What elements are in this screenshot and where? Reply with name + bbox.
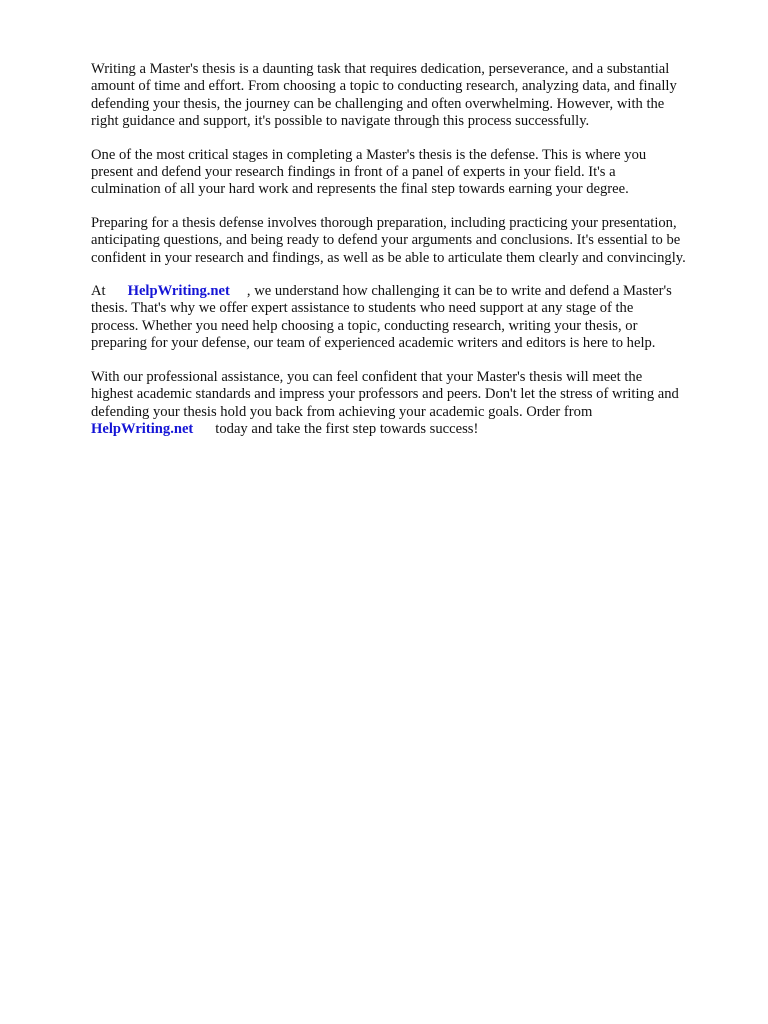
document-body bbox=[91, 61, 731, 454]
paragraph-line bbox=[91, 283, 731, 300]
paragraph-line: thesis. That's why we offer expert assistance to students who need support at any stage of the bbox=[91, 300, 634, 317]
paragraph-line: defending your thesis, the journey can be challenging and often overwhelming. However, with the bbox=[91, 95, 665, 112]
paragraph-line: With our professional assistance, you can feel confident that your Master's thesis will meet the bbox=[91, 368, 643, 385]
line-suffix: , we understand how challenging it can be to write and defend a Master's bbox=[246, 283, 672, 300]
paragraph-defense bbox=[91, 147, 731, 199]
line-prefix: At bbox=[91, 283, 106, 300]
paragraph-line: Writing a Master's thesis is a daunting task that requires dedication, perseverance, and a substantial bbox=[91, 61, 670, 77]
paragraph-line: One of the most critical stages in completing a Master's thesis is the defense. This is where you bbox=[91, 146, 647, 163]
paragraph-line: anticipating questions, and being ready to defend your arguments and conclusions. It's essential to be bbox=[91, 232, 681, 249]
paragraph-service bbox=[91, 283, 731, 353]
paragraph-line: amount of time and effort. From choosing a topic to conducting research, analyzing data, and finally bbox=[91, 78, 677, 95]
paragraph-line: process. Whether you need help choosing a topic, conducting research, writing your thesis, or bbox=[91, 317, 638, 334]
paragraph-line: right guidance and support, it's possible to navigate through this process successfully. bbox=[91, 113, 590, 130]
paragraph-line bbox=[91, 421, 731, 438]
paragraph-line: highest academic standards and impress your professors and peers. Don't let the stress of writing and bbox=[91, 386, 679, 403]
line-suffix: today and take the first step towards success! bbox=[215, 420, 479, 437]
paragraph-line: Preparing for a thesis defense involves thorough preparation, including practicing your presentation, bbox=[91, 214, 677, 231]
helpwriting-link[interactable]: HelpWriting.net bbox=[127, 283, 230, 300]
paragraph-preparation bbox=[91, 215, 731, 267]
paragraph-line: confident in your research and findings, as well as be able to articulate them clearly and convincingly. bbox=[91, 249, 686, 266]
paragraph-line: defending your thesis hold you back from achieving your academic goals. Order from bbox=[91, 403, 593, 420]
helpwriting-link[interactable]: HelpWriting.net bbox=[91, 420, 194, 437]
paragraph-line: present and defend your research findings in front of a panel of experts in your field. It's a bbox=[91, 164, 616, 181]
paragraph-line: preparing for your defense, our team of experienced academic writers and editors is here to help. bbox=[91, 335, 656, 352]
paragraph-line: culmination of all your hard work and represents the final step towards earning your degree. bbox=[91, 181, 629, 198]
paragraph-intro bbox=[91, 61, 731, 131]
paragraph-closing bbox=[91, 369, 731, 439]
